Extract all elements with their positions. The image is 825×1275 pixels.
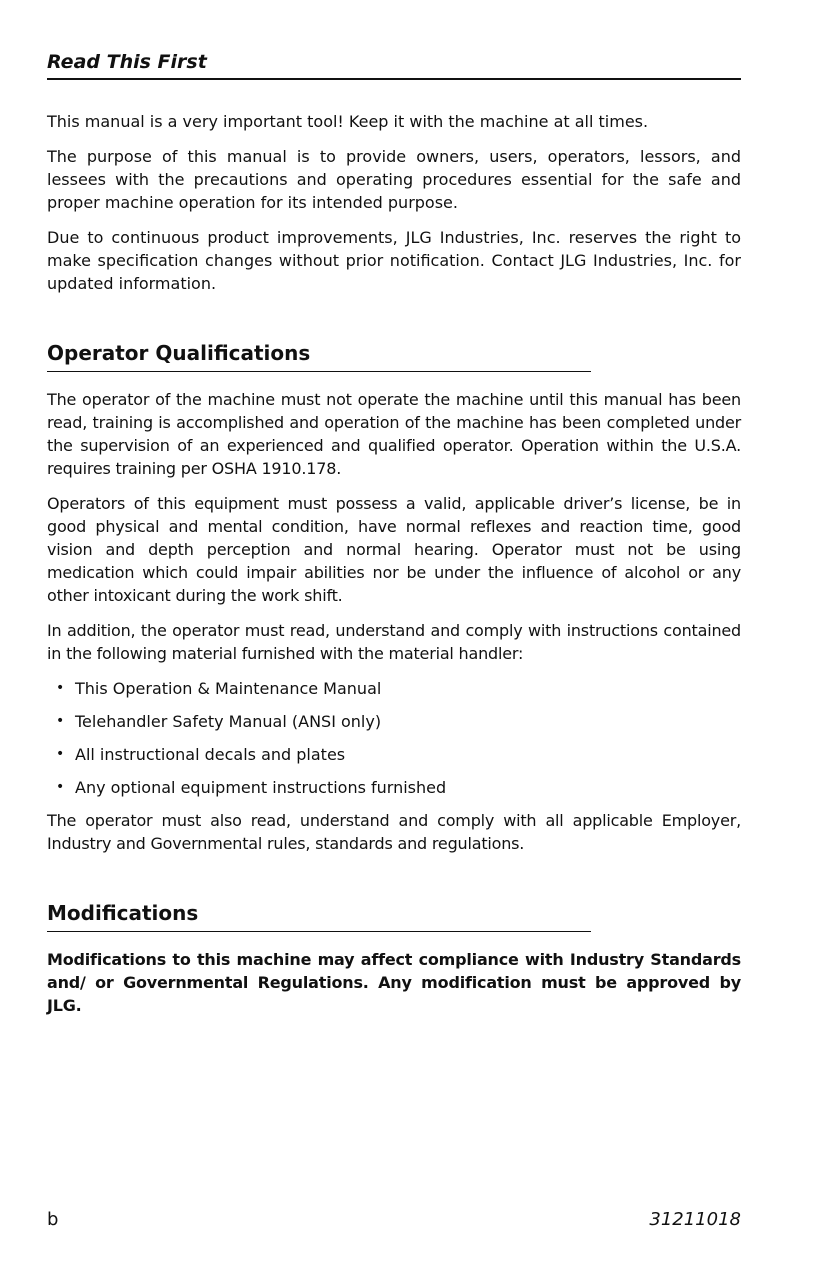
list-item-text: Telehandler Safety Manual (ANSI only) (75, 712, 382, 731)
bullet-icon: • (56, 713, 65, 729)
modifications-section (47, 899, 741, 1017)
page-title: Read This First (47, 48, 741, 80)
intro-paragraph-1: This manual is a very important tool! Keep it with the machine at all times. (47, 112, 649, 131)
operator-qualifications-heading: Operator Qualifications (47, 339, 591, 372)
page-letter: b (47, 1209, 59, 1230)
page-footer (47, 1209, 741, 1235)
intro-paragraph-2: The purpose of this manual is to provide owners, users, operators, lessors, and lessees with the precautions and operating procedures essential for the safe and proper machine operation for its intended purpose. (47, 147, 741, 212)
manual-page (47, 48, 741, 1029)
qualifications-paragraph-2: Operators of this equipment must possess a valid, applicable driver’s license, be in good physical and mental condition, have normal reflexes and reaction time, good vision and depth perception and normal hearing. Operator must not be using medication which could impair abilities nor be under the influence of alcohol or any other intoxicant during the work shift. (47, 494, 741, 605)
operator-qualifications-body (47, 388, 741, 855)
intro-paragraph-3: Due to continuous product improvements, JLG Industries, Inc. reserves the right to make specification changes without prior notification. Contact JLG Industries, Inc. for updated information. (47, 228, 741, 293)
modifications-paragraph: Modifications to this machine may affect compliance with Industry Standards and/ or Governmental Regulations. Any modification must be approved by JLG. (47, 950, 741, 1015)
list-item-text: This Operation & Maintenance Manual (75, 679, 382, 698)
bullet-icon: • (56, 680, 65, 696)
list-item-text: All instructional decals and plates (75, 745, 346, 764)
qualifications-paragraph-1: The operator of the machine must not operate the machine until this manual has been read, training is accomplished and operation of the machine has been completed under the supervision of an experienced and qualified operator. Operation within the U.S.A. requires training per OSHA 1910.178. (47, 390, 741, 478)
modifications-heading: Modifications (47, 899, 591, 932)
operator-qualifications-section (47, 339, 741, 855)
list-item (47, 776, 741, 799)
list-item (47, 677, 741, 700)
list-item (47, 743, 741, 766)
list-item-text: Any optional equipment instructions furnished (75, 778, 447, 797)
list-item (47, 710, 741, 733)
qualifications-paragraph-3: In addition, the operator must read, understand and comply with instructions contained in the following material furnished with the material handler: (47, 621, 741, 663)
bullet-icon: • (56, 779, 65, 795)
document-number: 31211018 (649, 1209, 741, 1230)
modifications-body (47, 948, 741, 1017)
furnished-materials-list (47, 677, 741, 799)
bullet-icon: • (56, 746, 65, 762)
intro-section (47, 110, 741, 295)
qualifications-closing-paragraph: The operator must also read, understand and comply with all applicable Employer, Industry and Governmental rules, standards and regulations. (47, 811, 741, 853)
